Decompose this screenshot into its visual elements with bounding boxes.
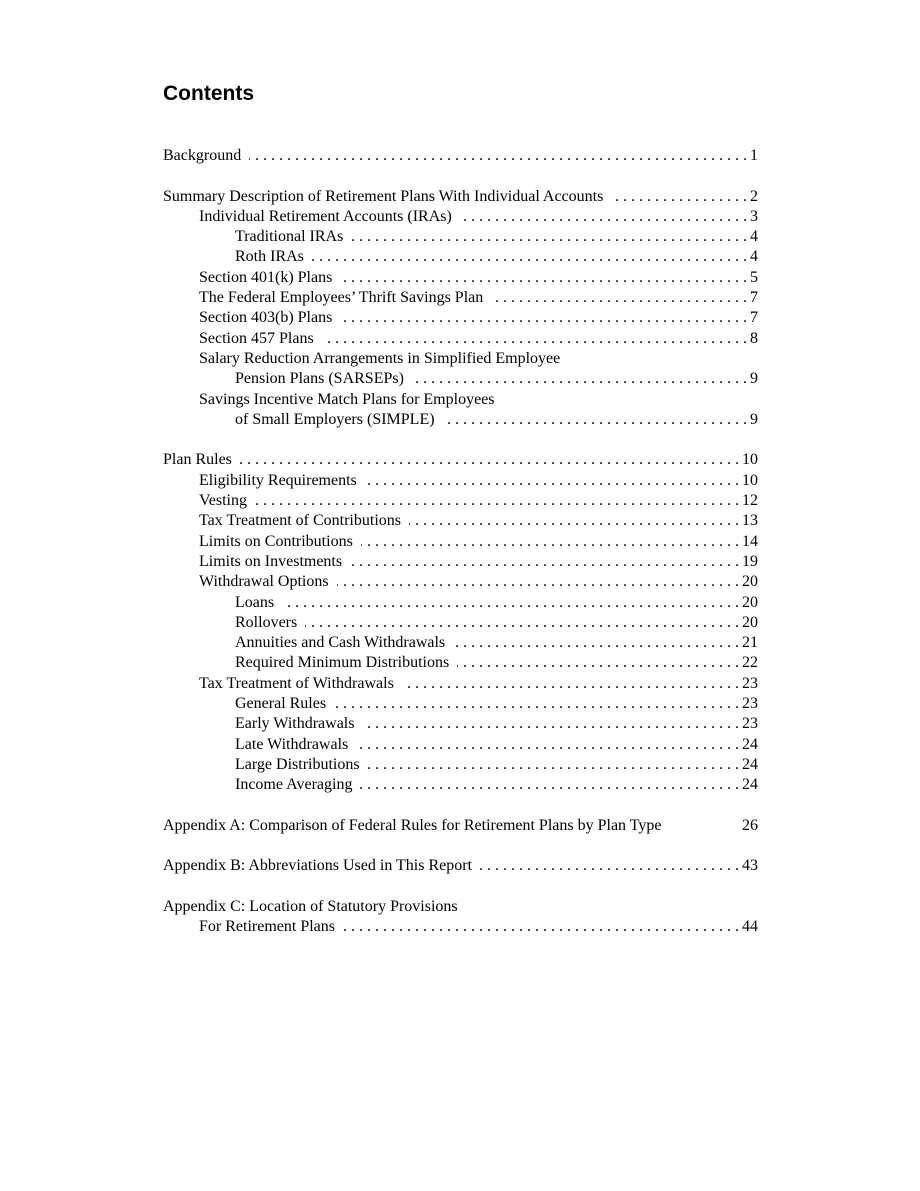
toc-entry-title: Salary Reduction Arrangements in Simplified Employee [199,349,561,367]
toc-entry-appendix-c-line1[interactable] [163,897,758,917]
toc-page-number: 4 [750,228,758,246]
dot-leader [249,146,747,166]
toc-entry-title: Late Withdrawals [235,735,349,753]
dot-leader [240,450,739,470]
toc-page-number: 21 [742,634,758,652]
toc-entry-title: Summary Description of Retirement Plans With Individual Accounts [163,187,604,205]
toc-entry-large-distributions[interactable] [163,755,758,775]
toc-entry-income-averaging[interactable] [163,775,758,795]
toc-page-number: 12 [742,492,758,510]
dot-leader [360,775,739,795]
toc-page-number: 20 [742,613,758,631]
toc-page-number: 43 [742,857,758,875]
toc-entry-title: Individual Retirement Accounts (IRAs) [199,207,452,225]
toc-page-number: 23 [742,695,758,713]
toc-page-number: 24 [742,755,758,773]
toc-entry-sarseps-line1[interactable] [163,349,758,369]
toc-entry-title: Loans [235,593,275,611]
dot-leader [350,552,739,572]
toc-entry-title: Appendix C: Location of Statutory Provisions [163,897,458,915]
dot-leader [361,532,739,552]
toc-entry-title: Plan Rules [163,451,232,469]
dot-leader [457,653,739,673]
toc-entry-title: Appendix A: Comparison of Federal Rules for Retirement Plans by Plan Type [163,816,662,834]
toc-page-number: 10 [742,471,758,489]
toc-entry-title: Roth IRAs [235,248,304,266]
toc-entry-title: Required Minimum Distributions [235,654,450,672]
toc-entry-title: Eligibility Requirements [199,471,357,489]
dot-leader [402,674,739,694]
toc-entry-title: General Rules [235,695,327,713]
toc-entry-appendix-c-line2[interactable] [163,917,758,937]
toc-entry-rollovers[interactable] [163,613,758,633]
toc-entry-title: Withdrawal Options [199,573,329,591]
toc-entry-title: Rollovers [235,613,298,631]
dot-leader [409,511,739,531]
toc-entry-title: Income Averaging [235,776,353,794]
toc-page-number: 5 [750,268,758,286]
toc-page-number: 14 [742,532,758,550]
toc-page-number: 10 [742,451,758,469]
toc-entry-title: Background [163,147,242,164]
toc-entry-457[interactable] [163,329,758,349]
toc-entry-traditional-iras[interactable] [163,227,758,247]
toc-entry-title: Vesting [199,492,247,510]
toc-page-number: 7 [750,309,758,327]
toc-entry-title: Section 403(b) Plans [199,309,333,327]
toc-entry-eligibility[interactable] [163,471,758,491]
toc-page-number: 13 [742,512,758,530]
dot-leader [443,410,747,430]
toc-entry-title: Savings Incentive Match Plans for Employees [199,390,495,408]
toc-page-number: 23 [742,674,758,692]
dot-leader [356,735,739,755]
toc-entry-sarseps-line2[interactable] [163,369,758,389]
toc-entry-title: Limits on Investments [199,552,343,570]
toc-entry-general-rules[interactable] [163,694,758,714]
toc-entry-title: Limits on Contributions [199,532,353,550]
toc-page-number: 19 [742,552,758,570]
toc-page-number: 8 [750,329,758,347]
toc-page-number: 20 [742,593,758,611]
toc-entry-title: Section 401(k) Plans [199,268,333,286]
section-gap [163,796,758,816]
dot-leader [453,633,739,653]
dot-leader [460,207,747,227]
toc-entry-title: Large Distributions [235,755,360,773]
toc-entry-simple-line2[interactable] [163,410,758,430]
dot-leader [340,268,747,288]
toc-entry-iras[interactable] [163,207,758,227]
dot-leader [334,694,739,714]
toc-page-number: 7 [750,289,758,307]
dot-leader [322,329,747,349]
toc-page-number: 9 [750,410,758,428]
toc-entry-tax-withdrawals[interactable] [163,674,758,694]
toc-entry-appendix-b[interactable] [163,856,758,876]
toc-entry-title: Section 457 Plans [199,329,314,347]
toc-page-number: 3 [750,207,758,225]
toc-entry-title: Tax Treatment of Contributions [199,512,401,530]
toc-page-number: 4 [750,248,758,266]
toc-entry-tax-contributions[interactable] [163,511,758,531]
toc-entry-title: Traditional IRAs [235,228,344,246]
dot-leader [362,714,739,734]
toc-entry-summary-description[interactable] [163,187,758,207]
toc-page-number: 20 [742,573,758,591]
toc-entry-rmd[interactable] [163,653,758,673]
toc-entry-limits-investments[interactable] [163,552,758,572]
dot-leader [611,187,747,207]
dot-leader [340,308,747,328]
toc-page-number: 26 [742,816,758,834]
dot-leader [337,572,739,592]
toc-entry-simple-line1[interactable] [163,390,758,410]
toc-entry-title: The Federal Employees’ Thrift Savings Plan [199,289,484,307]
dot-leader [255,491,739,511]
dot-leader [305,613,739,633]
toc-entry-withdrawal-options[interactable] [163,572,758,592]
toc-entry-plan-rules[interactable] [163,450,758,470]
toc-entry-title: Appendix B: Abbreviations Used in This Report [163,857,473,875]
toc-entry-title: Early Withdrawals [235,715,355,733]
toc-entry-loans[interactable] [163,593,758,613]
toc-page-number: 9 [750,370,758,388]
section-gap [163,166,758,186]
dot-leader [491,288,747,308]
dot-leader [343,917,739,937]
dot-leader [480,856,739,876]
dot-leader [412,369,747,389]
toc-page-number: 24 [742,735,758,753]
toc-entry-limits-contributions[interactable] [163,532,758,552]
toc-entry-title-continued: Pension Plans (SARSEPs) [235,370,404,388]
dot-leader [368,755,739,775]
dot-leader [365,471,739,491]
toc-entry-401k[interactable] [163,268,758,288]
toc-page-number: 1 [750,147,758,164]
dot-leader [351,227,747,247]
toc-page-number: 22 [742,654,758,672]
toc-entry-title-continued: For Retirement Plans [199,918,335,936]
section-gap [163,877,758,897]
toc-entry-early-withdrawals[interactable] [163,714,758,734]
toc-entry-thrift-savings-plan[interactable] [163,288,758,308]
table-of-contents [163,146,758,938]
toc-entry-title: Tax Treatment of Withdrawals [199,674,394,692]
section-gap [163,836,758,856]
toc-entry-appendix-a[interactable] [163,816,758,836]
toc-entry-late-withdrawals[interactable] [163,735,758,755]
toc-entry-title: Annuities and Cash Withdrawals [235,634,446,652]
toc-page-number: 44 [742,918,758,936]
toc-page-number: 24 [742,776,758,794]
toc-entry-403b[interactable] [163,308,758,328]
toc-entry-background[interactable] [163,146,758,166]
toc-entry-roth-iras[interactable] [163,247,758,267]
toc-entry-title-continued: of Small Employers (SIMPLE) [235,410,435,428]
toc-entry-vesting[interactable] [163,491,758,511]
toc-page-number: 2 [750,187,758,205]
toc-entry-annuities[interactable] [163,633,758,653]
section-gap [163,430,758,450]
dot-leader [312,247,747,267]
page-title: Contents [163,82,254,105]
toc-page-number: 23 [742,715,758,733]
dot-leader [282,593,739,613]
